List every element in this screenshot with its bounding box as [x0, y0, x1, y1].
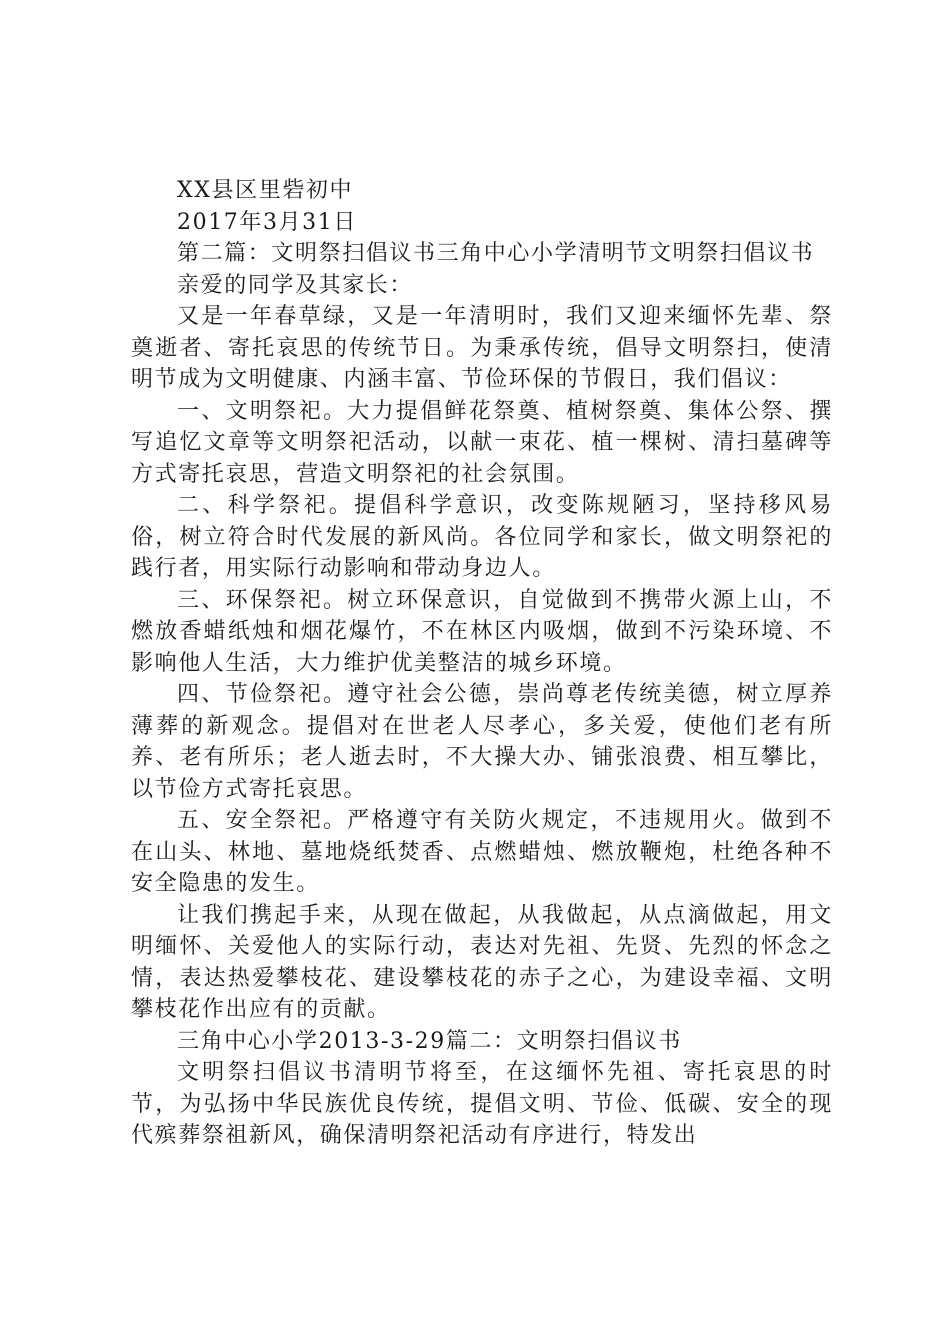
proposal-item-4: 四、节俭祭祀。遵守社会公德，崇尚尊老传统美德，树立厚养薄葬的新观念。提倡对在世老人尽孝心，多关爱，使他们老有所养、老有所乐；老人逝去时，不大操大办、铺张浪费、相互攀比，以节俭方式寄托哀思。 — [131, 682, 833, 802]
date-line: 2017年3月31日 — [177, 209, 357, 235]
proposal-item-2: 二、科学祭祀。提倡科学意识，改变陈规陋习，坚持移风易俗，树立符合时代发展的新风尚。各位同学和家长，做文明祭祀的践行者，用实际行动影响和带动身边人。 — [131, 493, 833, 581]
salutation-paragraph: 亲爱的同学及其家长： — [177, 272, 414, 298]
next-section-paragraph: 文明祭扫倡议书清明节将至，在这缅怀先祖、寄托哀思的时节，为弘扬中华民族优良传统，提倡文明、节俭、低碳、安全的现代殡葬祭祖新风，确保清明祭祀活动有序进行，特发出 — [131, 1060, 833, 1148]
proposal-item-1: 一、文明祭祀。大力提倡鲜花祭奠、植树祭奠、集体公祭、撰写追忆文章等文明祭祀活动，以献一束花、植一棵树、清扫墓碑等方式寄托哀思，营造文明祭祀的社会氛围。 — [131, 398, 833, 487]
document-body — [131, 175, 833, 1152]
signature-and-next-title: 三角中心小学2013-3-29篇二：文明祭扫倡议书 — [177, 1028, 682, 1054]
closing-paragraph: 让我们携起手来，从现在做起，从我做起，从点滴做起，用文明缅怀、关爱他人的实际行动，表达对先祖、先贤、先烈的怀念之情，表达热爱攀枝花、建设攀枝花的赤子之心，为建设幸福、文明攀枝花作出应有的贡献。 — [131, 902, 833, 1022]
section-title-paragraph: 第二篇：文明祭扫倡议书三角中心小学清明节文明祭扫倡议书 — [177, 241, 815, 266]
proposal-item-3: 三、环保祭祀。树立环保意识，自觉做到不携带火源上山，不燃放香蜡纸烛和烟花爆竹，不在林区内吸烟，做到不污染环境、不影响他人生活，大力维护优美整洁的城乡环境。 — [131, 587, 833, 676]
intro-paragraph: 又是一年春草绿，又是一年清明时，我们又迎来缅怀先辈、祭奠逝者、寄托哀思的传统节日。为秉承传统，倡导文明祭扫，使清明节成为文明健康、内涵丰富、节俭环保的节假日，我们倡议： — [131, 304, 833, 392]
school-name-line: XX县区里砦初中 — [177, 178, 354, 203]
proposal-item-5: 五、安全祭祀。严格遵守有关防火规定，不违规用火。做到不在山头、林地、墓地烧纸焚香、点燃蜡烛、燃放鞭炮，杜绝各种不安全隐患的发生。 — [131, 808, 833, 896]
